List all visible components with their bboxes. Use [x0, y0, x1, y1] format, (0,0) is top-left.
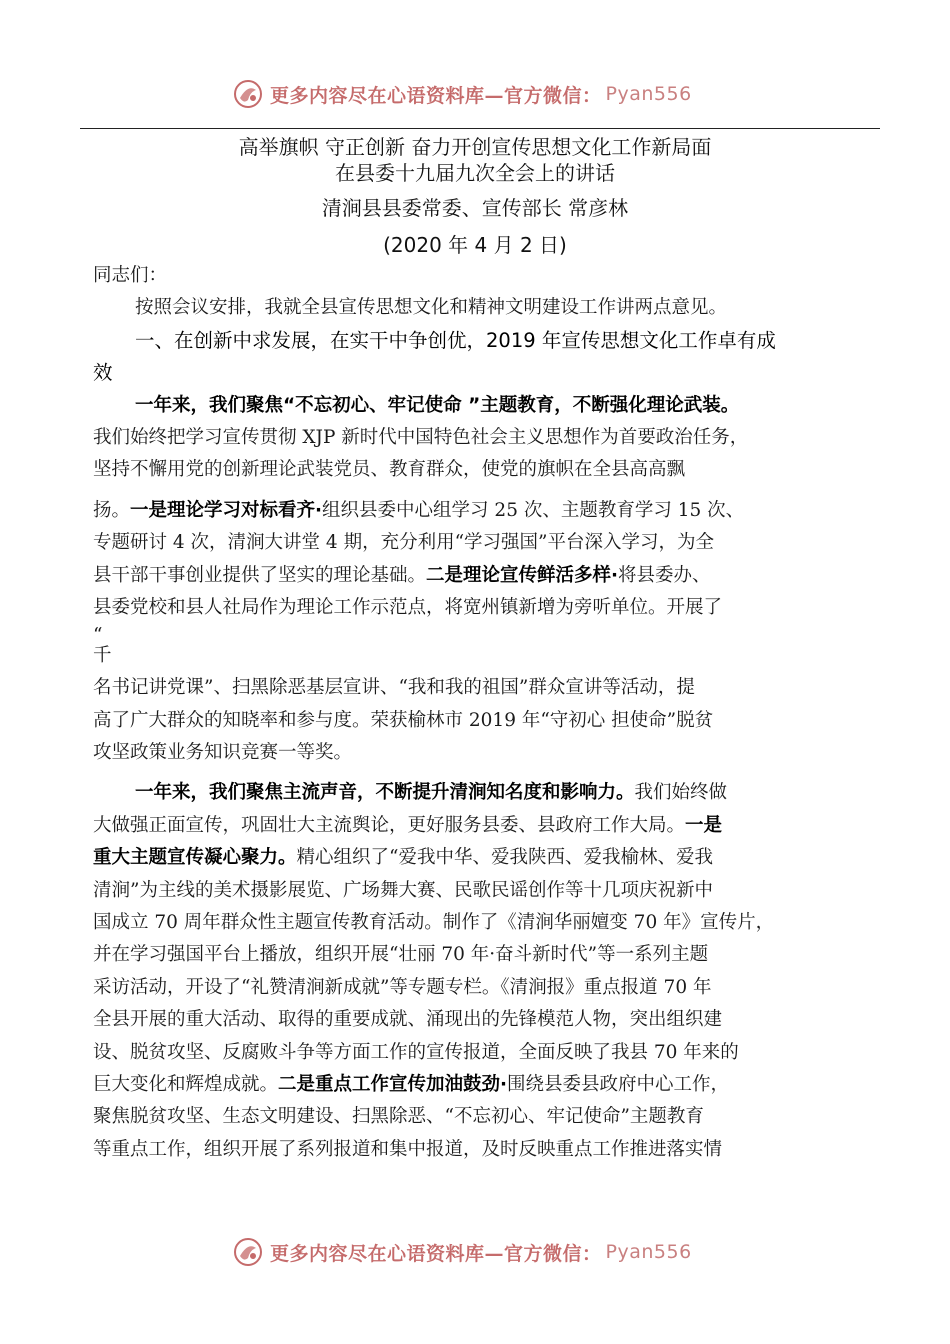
paragraph-line: 我们始终把学习宣传贯彻 XJP 新时代中国特色社会主义思想作为首要政治任务， [93, 426, 749, 448]
text-run: 组织县委中心组学习 25 次、主题教育学习 15 次、 [322, 499, 745, 521]
paragraph-line: 等重点工作，组织开展了系列报道和集中报道，及时反映重点工作推进落实情 [93, 1138, 723, 1160]
watermark-id: Pyan556 [605, 1241, 692, 1263]
text-run: 大做强正面宣传，巩固壮大主流舆论，更好服务县委、县政府工作大局。 [93, 814, 686, 836]
bold-run: 二是重点工作宣传加油鼓劲· [278, 1073, 508, 1095]
paragraph-line [93, 842, 893, 874]
bold-run: 重大主题宣传凝心聚力。 [93, 847, 297, 869]
paragraph-line: “ [93, 625, 103, 647]
bold-run: 二是理论宣传鲜活多样· [426, 564, 619, 586]
paragraph-line: 设、脱贫攻坚、反腐败斗争等方面工作的宣传报道，全面反映了我县 70 年来的 [93, 1041, 739, 1063]
bold-run: 一是 [685, 814, 723, 836]
section-heading-1: 一、在创新中求发展，在实干中争创优，2019 年宣传思想文化工作卓有成 [135, 328, 776, 352]
intro-paragraph: 按照会议安排，我就全县宣传思想文化和精神文明建设工作讲两点意见。 [135, 297, 728, 319]
paragraph-line [93, 495, 893, 527]
speech-date: (2020 年 4 月 2 日) [383, 233, 567, 257]
watermark-text: 更多内容尽在心语资料库—官方微信： [270, 1242, 602, 1265]
paragraph-line: 国成立 70 周年群众性主题宣传教育活动。制作了《清涧华丽嬗变 70 年》宣传片， [93, 912, 775, 934]
speaker-line: 清涧县县委常委、宣传部长 常彦林 [321, 196, 629, 220]
paragraph-line: 千 [93, 645, 112, 667]
bold-run: 一是理论学习对标看齐· [130, 499, 323, 521]
watermark-top [232, 76, 692, 112]
header-divider [80, 128, 880, 129]
watermark-logo-icon [232, 78, 264, 110]
paragraph-line [93, 1069, 893, 1101]
paragraph-line [93, 777, 893, 809]
paragraph-line: 专题研讨 4 次，清涧大讲堂 4 期，充分利用“学习强国”平台深入学习，为全 [93, 532, 714, 554]
paragraph-1-heading: 一年来，我们聚焦“不忘初心、牢记使命 ”主题教育，不断强化理论武装。 [135, 394, 740, 416]
paragraph-line [93, 810, 893, 842]
paragraph-line: 聚焦脱贫攻坚、生态文明建设、扫黑除恶、“不忘初心、牢记使命”主题教育 [93, 1106, 704, 1128]
text-run: 县干部干事创业提供了坚实的理论基础。 [93, 564, 427, 586]
paragraph-line: 并在学习强国平台上播放，组织开展“壮丽 70 年·奋斗新时代”等一系列主题 [93, 944, 709, 966]
text-run: 围绕县委县政府中心工作， [507, 1073, 730, 1095]
paragraph-line: 高了广大群众的知晓率和参与度。荣获榆林市 2019 年“守初心 担使命”脱贫 [93, 709, 714, 731]
paragraph-line [93, 560, 893, 592]
speech-subtitle: 在县委十九届九次全会上的讲话 [335, 161, 615, 185]
paragraph-line: 名书记讲党课”、扫黑除恶基层宣讲、“我和我的祖国”群众宣讲等活动，提 [93, 677, 695, 699]
salutation: 同志们： [93, 265, 168, 286]
paragraph-line: 攻坚政策业务知识竞赛一等奖。 [93, 742, 353, 764]
text-run: 精心组织了“爱我中华、爱我陕西、爱我榆林、爱我 [296, 847, 713, 869]
text-run: 我们始终做 [634, 782, 728, 804]
watermark-id: Pyan556 [605, 83, 692, 105]
text-run: 巨大变化和辉煌成就。 [93, 1073, 279, 1095]
section-heading-1-cont: 效 [93, 361, 113, 385]
paragraph-line: 清涧”为主线的美术摄影展览、广场舞大赛、民歌民谣创作等十几项庆祝新中 [93, 879, 713, 901]
watermark-logo-icon [232, 1236, 264, 1268]
speech-title: 高举旗帜 守正创新 奋力开创宣传思想文化工作新局面 [238, 135, 712, 159]
watermark-text: 更多内容尽在心语资料库—官方微信： [270, 84, 602, 107]
bold-run: 一年来，我们聚焦主流声音，不断提升清涧知名度和影响力。 [135, 782, 635, 804]
text-run: 将县委办、 [618, 564, 711, 586]
paragraph-line: 坚持不懈用党的创新理论武装党员、教育群众，使党的旗帜在全县高高飘 [93, 459, 686, 481]
paragraph-line: 采访活动，开设了“礼赞清涧新成就”等专题专栏。《清涧报》重点报道 70 年 [93, 976, 712, 998]
paragraph-line: 全县开展的重大活动、取得的重要成就、涌现出的先锋模范人物，突出组织建 [93, 1009, 723, 1031]
paragraph-line: 县委党校和县人社局作为理论工作示范点，将宽州镇新增为旁听单位。开展了 [93, 596, 723, 618]
text-run: 扬。 [93, 499, 131, 521]
watermark-bottom [232, 1234, 692, 1270]
speech-body [93, 260, 893, 1166]
